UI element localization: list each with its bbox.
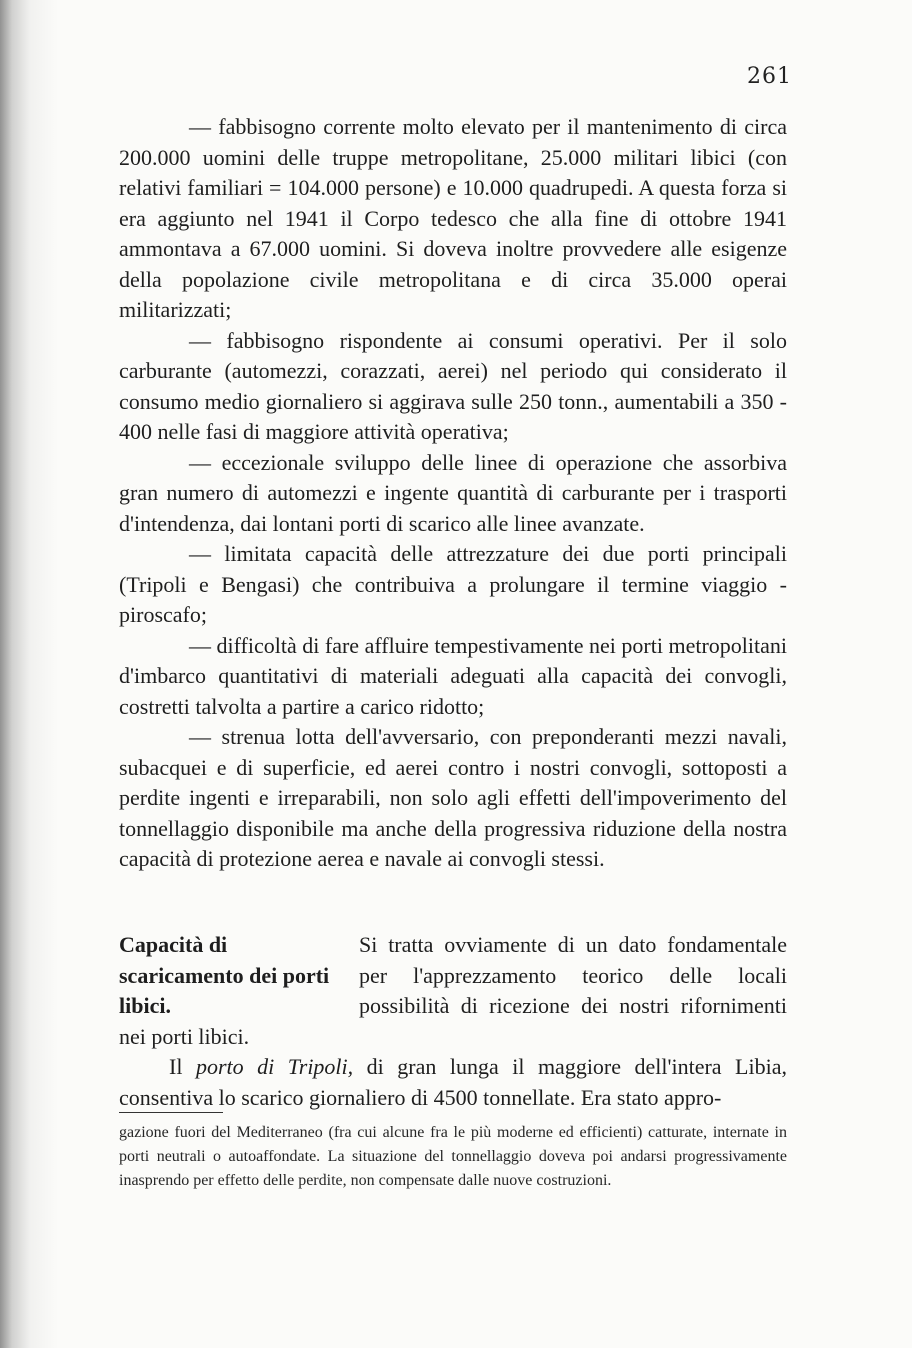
paragraph-difficolta-afflusso: — difficoltà di fare affluire tempestivamente nei porti metropolitani d'imbarco quantitativi di materiali adeguati alla capacità dei convogli, costretti talvolta a partire a carico ridotto;: [119, 632, 787, 719]
paragraph-capacita-porti: — limitata capacità delle attrezzature dei due porti principali (Tripoli e Bengasi) che contribuiva a prolungare il termine viaggio - piroscafo;: [119, 541, 787, 627]
footnote-text: gazione fuori del Mediterraneo (fra cui alcune fra le più moderne ed efficienti) catturate, internate in porti neutrali o autoaffondate. La situazione del tonnellaggio doveva poi andarsi progressivamente inasprendo per effetto delle perdite, non compensate dalle nuove costruzioni.: [119, 1124, 787, 1189]
paragraph-fabbisogno-corrente: — fabbisogno corrente molto elevato per il mantenimento di circa 200.000 uomini delle truppe metropolitane, 25.000 militari libici (con relativi familiari = 104.000 persone) e 10.000 quadrupedi. A questa forza si era aggiunto nel 1941 il Corpo tedesco che alla fine di ottobre 1941 ammontava a 67.000 uomini. Si doveva inoltre provvedere alle esigenze della popolazione civile metropolitana e di circa 35.000 operai militarizzati;: [119, 114, 787, 322]
section-side-heading: Capacità di scaricamento dei porti libici.: [119, 932, 330, 1018]
paragraph-lotta-avversario: — strenua lotta dell'avversario, con preponderanti mezzi navali, subacquei e di superficie, ed aerei contro i nostri convogli, sottoposti a perdite ingenti e irreparabili, non solo agli effetti dell'impoverimento del tonnellaggio disponibile ma anche della progressiva riduzione della nostra capacità di protezione aerea e navale ai convogli stessi.: [119, 724, 787, 871]
body-text: [119, 112, 787, 875]
section-capacita-scaricamento: [119, 930, 787, 1113]
section-paragraph-1: Si tratta ovviamente di un dato fondamentale per l'apprezzamento teorico delle locali possibilità di ricezione dei nostri rifornimenti nei porti libici.: [119, 932, 787, 1049]
section-paragraph-2: [119, 1052, 787, 1113]
footnote-rule: [119, 1112, 223, 1113]
porto-tripoli-italic: porto di Tripoli,: [195, 1054, 354, 1079]
section-paragraph-2-rest: di gran lunga il maggiore dell'intera Libia, consentiva lo scarico giornaliero di 4500 tonnellate. Era stato appro-: [119, 1054, 787, 1110]
section-paragraph-2-intro: Il: [169, 1054, 183, 1079]
page-number: 261: [747, 64, 792, 89]
paragraph-linee-operazione: — eccezionale sviluppo delle linee di operazione che assorbiva gran numero di automezzi e ingente quantità di carburante per i trasporti d'intendenza, dai lontani porti di scarico alle linee avanzate.: [119, 449, 787, 536]
paragraph-fabbisogno-operativo: — fabbisogno rispondente ai consumi operativi. Per il solo carburante (automezzi, corazzati, aerei) nel periodo qui considerato il consumo medio giornaliero si aggirava sulle 250 tonn., aumentabili a 350 - 400 nelle fasi di maggiore attività operativa;: [119, 327, 787, 444]
binding-shadow: [0, 0, 60, 1348]
